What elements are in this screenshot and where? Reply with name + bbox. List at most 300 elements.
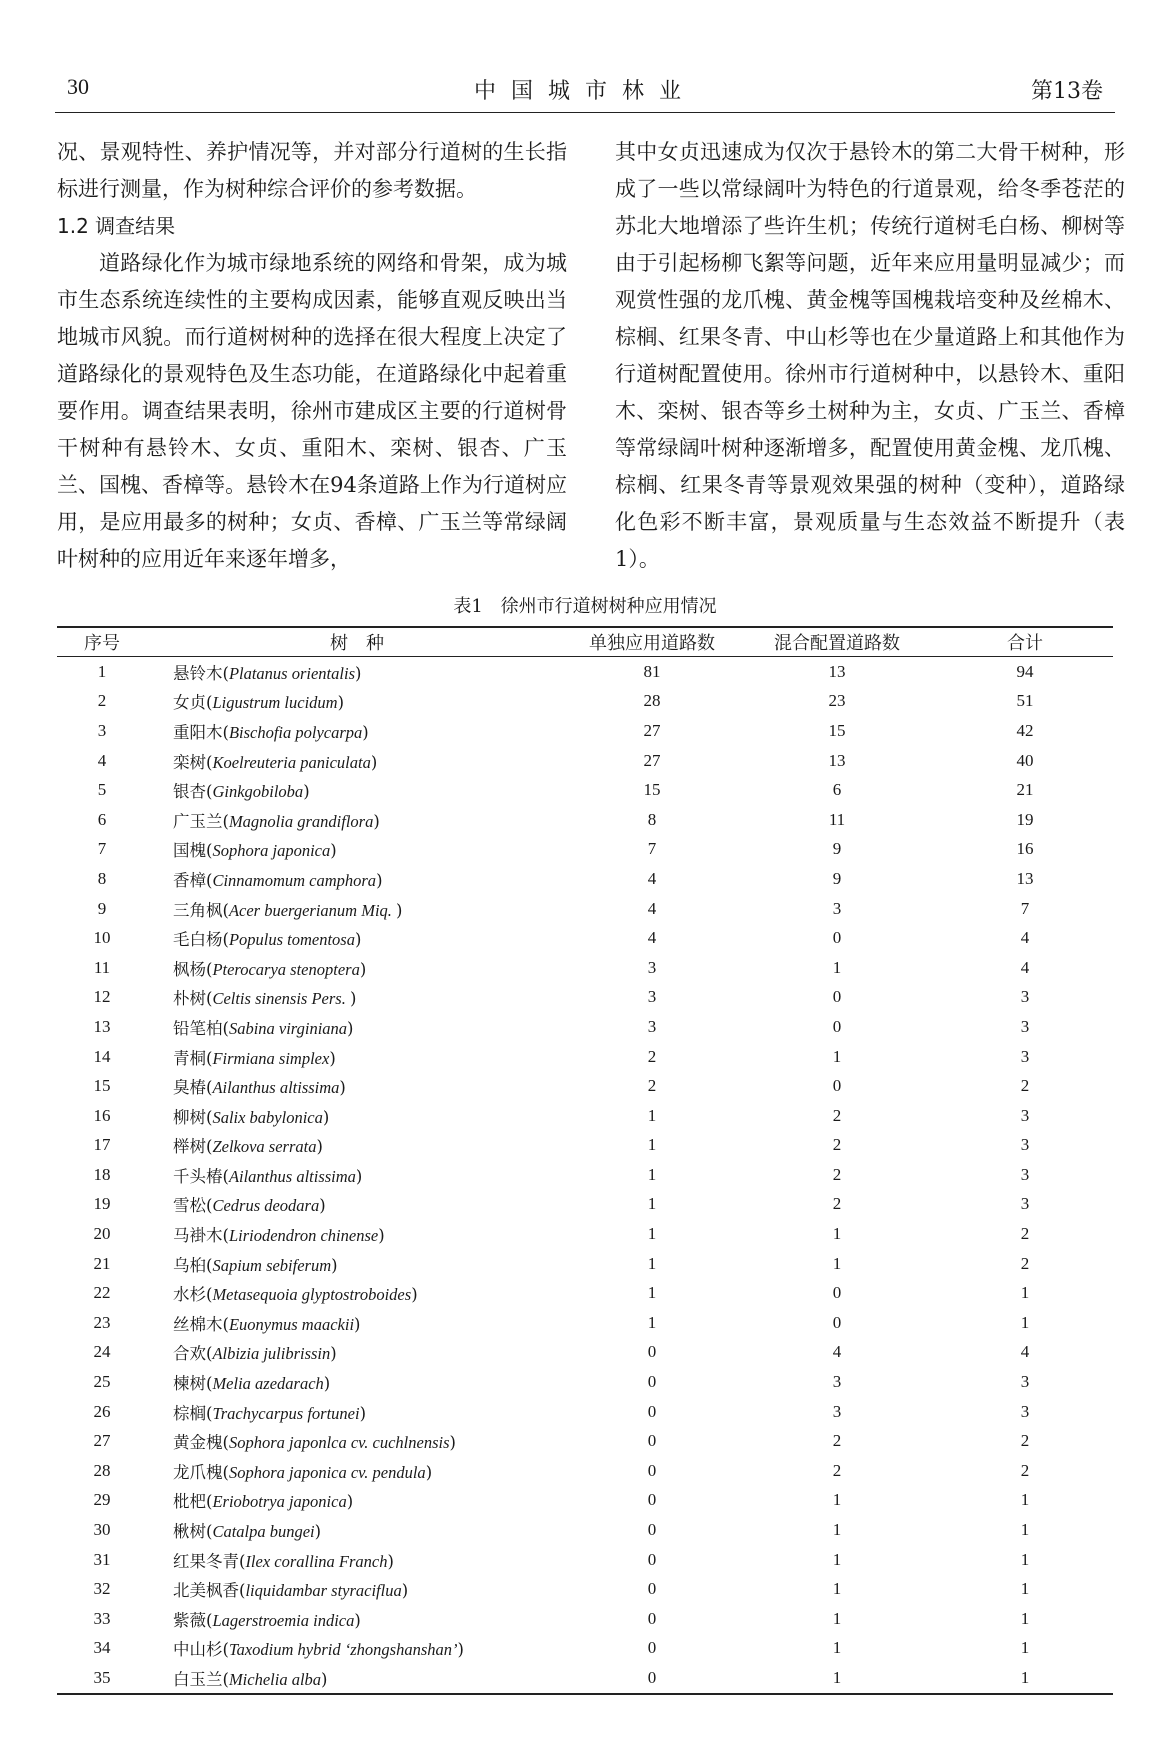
row-number: 16: [93, 1105, 111, 1125]
single-roads-count: 1: [647, 1194, 657, 1214]
mixed-roads-count: 0: [832, 1016, 842, 1036]
single-roads-count: 8: [647, 809, 657, 829]
table-row: [57, 1160, 1113, 1190]
species-name: 楸树(Catalpa bungei): [173, 1522, 322, 1542]
single-roads-count: 0: [647, 1638, 657, 1658]
species-latin-name: Platanus orientalis: [228, 663, 355, 683]
species-latin-name: Cinnamomum camphora: [212, 870, 377, 890]
species-chinese-name: 水杉: [173, 1285, 206, 1305]
table-row: [57, 1486, 1113, 1516]
single-roads-count: 1: [647, 1312, 657, 1332]
single-roads-count: 3: [647, 957, 657, 977]
species-name: 紫薇(Lagerstroemia indica): [173, 1610, 361, 1630]
species-name: 北美枫香(liquidambar styraciflua): [173, 1581, 409, 1601]
row-number: 1: [97, 661, 107, 681]
row-number: 4: [97, 750, 107, 770]
total-count: 16: [1016, 839, 1034, 859]
row-number: 27: [93, 1431, 111, 1451]
species-name: 栾树(Koelreuteria paniculata): [173, 752, 378, 772]
species-chinese-name: 乌桕: [173, 1255, 206, 1275]
mixed-roads-count: 0: [832, 928, 842, 948]
species-chinese-name: 雪松: [173, 1196, 206, 1216]
total-count: 1: [1020, 1638, 1030, 1658]
table-row: [57, 1634, 1113, 1664]
species-name: 乌桕(Sapium sebiferum): [173, 1255, 338, 1275]
species-name: 女贞(Ligustrum lucidum): [173, 693, 345, 713]
table-row: [57, 805, 1113, 835]
total-count: 4: [1020, 928, 1030, 948]
table-title: 徐州市行道树树种应用情况: [500, 596, 717, 617]
row-number: 21: [93, 1253, 111, 1273]
species-chinese-name: 楝树: [173, 1374, 206, 1394]
species-latin-name: Michelia alba: [228, 1669, 322, 1689]
species-chinese-name: 朴树: [173, 989, 206, 1009]
species-name: 悬铃木(Platanus orientalis): [173, 663, 362, 683]
mixed-roads-count: 1: [832, 1224, 842, 1244]
species-latin-name: Acer buergerianum Miq.: [228, 900, 397, 920]
species-latin-name: Sapium sebiferum: [212, 1255, 332, 1275]
table-row: [57, 1515, 1113, 1545]
single-roads-count: 3: [647, 1016, 657, 1036]
species-chinese-name: 棕榈: [173, 1403, 206, 1423]
species-latin-name: Ailanthus altissima: [212, 1078, 340, 1098]
species-name: 丝棉木(Euonymus maackii): [173, 1314, 361, 1334]
mixed-roads-count: 1: [832, 1046, 842, 1066]
species-name: 马褂木(Liriodendron chinense): [173, 1226, 385, 1246]
mixed-roads-count: 0: [832, 1312, 842, 1332]
total-count: 3: [1020, 1194, 1030, 1214]
mixed-roads-count: 11: [828, 809, 846, 829]
table-body: [57, 657, 1113, 1694]
species-name: 青桐(Firmiana simplex): [173, 1048, 336, 1068]
table-row: [57, 1012, 1113, 1042]
species-name: 三角枫(Acer buergerianum Miq. ): [173, 900, 403, 920]
species-chinese-name: 枇杷: [173, 1492, 206, 1512]
total-count: 1: [937, 1663, 1113, 1694]
table-row: [57, 716, 1113, 746]
species-latin-name: Catalpa bungei: [212, 1522, 315, 1542]
mixed-roads-count: 1: [832, 1520, 842, 1540]
single-roads-count: 1: [647, 1224, 657, 1244]
row-number: 7: [97, 839, 107, 859]
species-name: 银杏(Ginkgobiloba): [173, 782, 310, 802]
single-roads-count: 81: [643, 661, 661, 681]
species-chinese-name: 榉树: [173, 1137, 206, 1157]
row-number: 35: [57, 1663, 147, 1694]
row-number: 30: [93, 1520, 111, 1540]
single-roads-count: 0: [567, 1663, 737, 1694]
row-number: 19: [93, 1194, 111, 1214]
total-count: 7: [1020, 898, 1030, 918]
total-count: 2: [1020, 1253, 1030, 1273]
species-chinese-name: 中山杉: [173, 1640, 223, 1660]
total-count: 40: [1016, 750, 1034, 770]
mixed-roads-count: 9: [832, 868, 842, 888]
page-number: 30: [67, 74, 89, 99]
species-chinese-name: 白玉兰: [173, 1669, 223, 1689]
species-chinese-name: 重阳木: [173, 722, 223, 742]
species-latin-name: Melia azedarach: [212, 1374, 324, 1394]
table-label: 表1: [453, 596, 483, 617]
row-number: 6: [97, 809, 107, 829]
total-count: 51: [1016, 691, 1034, 711]
single-roads-count: 1: [647, 1135, 657, 1155]
header-single-roads: 单独应用道路数: [567, 627, 737, 657]
species-chinese-name: 北美枫香: [173, 1581, 239, 1601]
species-chinese-name: 青桐: [173, 1048, 206, 1068]
species-latin-name: Koelreuteria paniculata: [212, 752, 371, 772]
species-latin-name: Sophora japonica: [212, 841, 331, 861]
single-roads-count: 2: [647, 1046, 657, 1066]
table-row: [57, 1338, 1113, 1368]
tree-species-table: [57, 626, 1113, 1695]
species-chinese-name: 枫杨: [173, 959, 206, 979]
total-count: 3: [1020, 1135, 1030, 1155]
species-chinese-name: 悬铃木: [173, 663, 223, 683]
species-chinese-name: 丝棉木: [173, 1314, 223, 1334]
single-roads-count: 0: [647, 1490, 657, 1510]
species-chinese-name: 银杏: [173, 782, 206, 802]
species-chinese-name: 广玉兰: [173, 811, 223, 831]
row-number: 24: [93, 1342, 111, 1362]
species-chinese-name: 女贞: [173, 693, 206, 713]
row-number: 15: [93, 1076, 111, 1096]
single-roads-count: 27: [643, 750, 661, 770]
total-count: 2: [1020, 1224, 1030, 1244]
single-roads-count: 3: [647, 987, 657, 1007]
species-chinese-name: 马褂木: [173, 1226, 223, 1246]
row-number: 26: [93, 1401, 111, 1421]
table-row: [57, 1190, 1113, 1220]
mixed-roads-count: 3: [832, 1401, 842, 1421]
row-number: 11: [93, 957, 111, 977]
row-number: 5: [97, 780, 107, 800]
species-chinese-name: 香樟: [173, 870, 206, 890]
single-roads-count: 15: [643, 780, 661, 800]
table-row: [57, 1219, 1113, 1249]
species-name: 臭椿(Ailanthus altissima): [173, 1078, 346, 1098]
species-latin-name: Trachycarpus fortunei: [212, 1403, 360, 1423]
row-number: 28: [93, 1460, 111, 1480]
total-count: 3: [1020, 1372, 1030, 1392]
mixed-roads-count: 2: [832, 1460, 842, 1480]
species-chinese-name: 千头椿: [173, 1166, 223, 1186]
table-row: [57, 1131, 1113, 1161]
row-number: 2: [97, 691, 107, 711]
row-number: 31: [93, 1549, 111, 1569]
mixed-roads-count: 3: [832, 898, 842, 918]
single-roads-count: 4: [647, 898, 657, 918]
single-roads-count: 0: [647, 1401, 657, 1421]
mixed-roads-count: 0: [832, 1283, 842, 1303]
table-row: [57, 1042, 1113, 1072]
table-row: [57, 657, 1113, 687]
species-latin-name: Eriobotrya japonica: [212, 1492, 347, 1512]
species-latin-name: Ginkgobiloba: [212, 782, 304, 802]
table-row: [57, 746, 1113, 776]
mixed-roads-count: 15: [828, 720, 846, 740]
single-roads-count: 4: [647, 928, 657, 948]
species-chinese-name: 红果冬青: [173, 1551, 239, 1571]
table-row: [57, 1367, 1113, 1397]
table-row: [57, 1397, 1113, 1427]
total-count: 3: [1020, 1401, 1030, 1421]
total-count: 3: [1020, 1016, 1030, 1036]
paragraph: 况、景观特性、养护情况等，并对部分行道树的生长指标进行测量，作为树种综合评价的参考数据。: [57, 140, 567, 201]
mixed-roads-count: 1: [832, 1608, 842, 1628]
single-roads-count: 28: [643, 691, 661, 711]
mixed-roads-count: 1: [832, 1579, 842, 1599]
row-number: 8: [97, 868, 107, 888]
species-latin-name: Salix babylonica: [212, 1107, 323, 1127]
species-latin-name: Celtis sinensis Pers.: [212, 989, 350, 1009]
species-name: 铅笔柏(Sabina virginiana): [173, 1018, 354, 1038]
row-number: 18: [93, 1164, 111, 1184]
species-name: 香樟(Cinnamomum camphora): [173, 870, 383, 890]
total-count: 1: [1020, 1579, 1030, 1599]
species-latin-name: Zelkova serrata: [212, 1137, 317, 1157]
total-count: 2: [1020, 1076, 1030, 1096]
row-number: 33: [93, 1608, 111, 1628]
single-roads-count: 1: [647, 1164, 657, 1184]
species-latin-name: Taxodium hybrid ‘zhongshanshan’: [228, 1640, 458, 1660]
table-row: [57, 1663, 1113, 1694]
header-seq: 序号: [57, 627, 147, 657]
single-roads-count: 0: [647, 1372, 657, 1392]
species-latin-name: Ailanthus altissima: [228, 1166, 356, 1186]
species-name: 合欢(Albizia julibrissin): [173, 1344, 337, 1364]
table-row: [57, 953, 1113, 983]
species-latin-name: Metasequoia glyptostroboides: [212, 1285, 412, 1305]
mixed-roads-count: 2: [832, 1431, 842, 1451]
left-column: [57, 134, 567, 578]
species-name: 千头椿(Ailanthus altissima): [173, 1166, 363, 1186]
total-count: 2: [1020, 1460, 1030, 1480]
species-name: 毛白杨(Populus tomentosa): [173, 930, 362, 950]
species-name: 红果冬青(Ilex corallina Franch): [173, 1551, 394, 1571]
species-chinese-name: 黄金槐: [173, 1433, 223, 1453]
species-latin-name: Firmiana simplex: [212, 1048, 330, 1068]
row-number: 29: [93, 1490, 111, 1510]
total-count: 13: [1016, 868, 1034, 888]
total-count: 42: [1016, 720, 1034, 740]
species-latin-name: Sabina virginiana: [228, 1018, 348, 1038]
total-count: 19: [1016, 809, 1034, 829]
journal-title: 中国城市林业: [473, 79, 696, 104]
paragraph: 道路绿化作为城市绿地系统的网络和骨架，成为城市生态系统连续性的主要构成因素，能够直观反映出当地城市风貌。而行道树树种的选择在很大程度上决定了道路绿化的景观特色及生态功能，在道路绿化中起着重要作用。调查结果表明，徐州市建成区主要的行道树骨干树种有悬铃木、女贞、重阳木、栾树、银杏、广玉兰、国槐、香樟等。悬铃木在94条道路上作为行道树应用，是应用最多的树种；女贞、香樟、广玉兰等常绿阔叶树种的应用近年来逐年增多，: [57, 251, 567, 571]
mixed-roads-count: 1: [832, 957, 842, 977]
species-name: 朴树(Celtis sinensis Pers. ): [173, 989, 357, 1009]
species-latin-name: Pterocarya stenoptera: [212, 959, 360, 979]
total-count: 1: [1020, 1520, 1030, 1540]
single-roads-count: 0: [647, 1608, 657, 1628]
single-roads-count: 1: [647, 1283, 657, 1303]
total-count: 21: [1016, 780, 1034, 800]
species-chinese-name: 铅笔柏: [173, 1018, 223, 1038]
table-row: [57, 1278, 1113, 1308]
table-row: [57, 894, 1113, 924]
table-row: [57, 1308, 1113, 1338]
species-name: 榉树(Zelkova serrata): [173, 1137, 323, 1157]
total-count: 3: [1020, 1105, 1030, 1125]
species-name: 楝树(Melia azedarach): [173, 1374, 331, 1394]
species-chinese-name: 楸树: [173, 1522, 206, 1542]
single-roads-count: 2: [647, 1076, 657, 1096]
table-row: [57, 983, 1113, 1013]
mixed-roads-count: 0: [832, 1076, 842, 1096]
section-heading: 1.2 调查结果: [57, 214, 176, 238]
row-number: 34: [93, 1638, 111, 1658]
species-latin-name: Ilex corallina Franch: [245, 1551, 388, 1571]
mixed-roads-count: 1: [832, 1490, 842, 1510]
mixed-roads-count: 4: [832, 1342, 842, 1362]
mixed-roads-count: 3: [832, 1372, 842, 1392]
species-name: 黄金槐(Sophora japonlca cv. cuchlnensis): [173, 1433, 456, 1453]
table-row: [57, 923, 1113, 953]
single-roads-count: 0: [647, 1342, 657, 1362]
header-mixed-roads: 混合配置道路数: [737, 627, 937, 657]
table-row: [57, 687, 1113, 717]
table-row: [57, 1426, 1113, 1456]
table-row: [57, 1604, 1113, 1634]
mixed-roads-count: 1: [832, 1253, 842, 1273]
total-count: 1: [1020, 1549, 1030, 1569]
running-header: [55, 72, 1115, 113]
mixed-roads-count: 2: [832, 1135, 842, 1155]
species-chinese-name: 毛白杨: [173, 930, 223, 950]
table-row: [57, 1456, 1113, 1486]
header-species: 树 种: [147, 627, 567, 657]
species-latin-name: Magnolia grandiflora: [228, 811, 374, 831]
species-name: 雪松(Cedrus deodara): [173, 1196, 326, 1216]
table-row: [57, 775, 1113, 805]
mixed-roads-count: 9: [832, 839, 842, 859]
row-number: 20: [93, 1224, 111, 1244]
species-name: 棕榈(Trachycarpus fortunei): [173, 1403, 366, 1423]
mixed-roads-count: 2: [832, 1194, 842, 1214]
species-latin-name: Bischofia polycarpa: [228, 722, 363, 742]
row-number: 22: [93, 1283, 111, 1303]
mixed-roads-count: 6: [832, 780, 842, 800]
mixed-roads-count: 2: [832, 1164, 842, 1184]
species-name: 水杉(Metasequoia glyptostroboides): [173, 1285, 418, 1305]
table-row: [57, 1071, 1113, 1101]
table-row: [57, 1545, 1113, 1575]
table-row: [57, 864, 1113, 894]
table-row: [57, 1249, 1113, 1279]
species-chinese-name: 三角枫: [173, 900, 223, 920]
species-chinese-name: 国槐: [173, 841, 206, 861]
row-number: 3: [97, 720, 107, 740]
total-count: 94: [1016, 661, 1034, 681]
species-chinese-name: 紫薇: [173, 1610, 206, 1630]
table-caption: [0, 592, 1170, 618]
species-name: 中山杉(Taxodium hybrid ‘zhongshanshan’): [173, 1640, 464, 1660]
species-name: 重阳木(Bischofia polycarpa): [173, 722, 369, 742]
total-count: 1: [1020, 1608, 1030, 1628]
species-chinese-name: 柳树: [173, 1107, 206, 1127]
row-number: 25: [93, 1372, 111, 1392]
total-count: 3: [1020, 1046, 1030, 1066]
single-roads-count: 1: [647, 1105, 657, 1125]
single-roads-count: 27: [643, 720, 661, 740]
species-latin-name: Sophora japonlca cv. cuchlnensis: [228, 1433, 450, 1453]
species-latin-name: Populus tomentosa: [228, 930, 355, 950]
species-latin-name: Liriodendron chinense: [228, 1226, 379, 1246]
mixed-roads-count: 1: [832, 1638, 842, 1658]
single-roads-count: 0: [647, 1431, 657, 1451]
mixed-roads-count: 13: [828, 661, 846, 681]
species-latin-name: Lagerstroemia indica: [212, 1610, 355, 1630]
row-number: 12: [93, 987, 111, 1007]
species-name: 龙爪槐(Sophora japonica cv. pendula): [173, 1462, 433, 1482]
single-roads-count: 7: [647, 839, 657, 859]
total-count: 3: [1020, 987, 1030, 1007]
single-roads-count: 0: [647, 1579, 657, 1599]
total-count: 2: [1020, 1431, 1030, 1451]
single-roads-count: 4: [647, 868, 657, 888]
species-name: 国槐(Sophora japonica): [173, 841, 337, 861]
table-row: [57, 1101, 1113, 1131]
species-latin-name: Albizia julibrissin: [212, 1344, 331, 1364]
mixed-roads-count: 13: [828, 750, 846, 770]
total-count: 4: [1020, 1342, 1030, 1362]
total-count: 4: [1020, 957, 1030, 977]
row-number: 10: [93, 928, 111, 948]
mixed-roads-count: 0: [832, 987, 842, 1007]
species-latin-name: Euonymus maackii: [228, 1314, 355, 1334]
table-header-row: [57, 627, 1113, 657]
table-row: [57, 835, 1113, 865]
row-number: 9: [97, 898, 107, 918]
species-name: 白玉兰(Michelia alba): [147, 1663, 567, 1694]
single-roads-count: 0: [647, 1549, 657, 1569]
total-count: 1: [1020, 1283, 1030, 1303]
header-total: 合计: [937, 627, 1113, 657]
species-latin-name: Sophora japonica cv. pendula: [228, 1462, 426, 1482]
mixed-roads-count: 2: [832, 1105, 842, 1125]
mixed-roads-count: 23: [828, 691, 846, 711]
mixed-roads-count: 1: [737, 1663, 937, 1694]
species-latin-name: Cedrus deodara: [212, 1196, 320, 1216]
single-roads-count: 0: [647, 1460, 657, 1480]
single-roads-count: 0: [647, 1520, 657, 1540]
species-name: 枫杨(Pterocarya stenoptera): [173, 959, 367, 979]
species-name: 广玉兰(Magnolia grandiflora): [173, 811, 380, 831]
paragraph: 其中女贞迅速成为仅次于悬铃木的第二大骨干树种，形成了一些以常绿阔叶为特色的行道景观，给冬季苍茫的苏北大地增添了些许生机；传统行道树毛白杨、柳树等由于引起杨柳飞絮等问题，近年来应用量明显减少；而观赏性强的龙爪槐、黄金槐等国槐栽培变种及丝棉木、棕榈、红果冬青、中山杉等也在少量道路上和其他作为行道树配置使用。徐州市行道树种中，以悬铃木、重阳木、栾树、银杏等乡土树种为主，女贞、广玉兰、香樟等常绿阔叶树种逐渐增多，配置使用黄金槐、龙爪槐、棕榈、红果冬青等景观效果强的树种（变种），道路绿化色彩不断丰富，景观质量与生态效益不断提升（表1）。: [615, 140, 1125, 571]
species-name: 枇杷(Eriobotrya japonica): [173, 1492, 354, 1512]
species-name: 柳树(Salix babylonica): [173, 1107, 330, 1127]
row-number: 32: [93, 1579, 111, 1599]
row-number: 13: [93, 1016, 111, 1036]
table-row: [57, 1574, 1113, 1604]
species-chinese-name: 龙爪槐: [173, 1462, 223, 1482]
species-latin-name: Ligustrum lucidum: [212, 693, 338, 713]
total-count: 3: [1020, 1164, 1030, 1184]
single-roads-count: 1: [647, 1253, 657, 1273]
total-count: 1: [1020, 1490, 1030, 1510]
right-column: [615, 134, 1125, 578]
row-number: 17: [93, 1135, 111, 1155]
species-chinese-name: 栾树: [173, 752, 206, 772]
species-latin-name: liquidambar styraciflua: [245, 1581, 402, 1601]
total-count: 1: [1020, 1312, 1030, 1332]
row-number: 14: [93, 1046, 111, 1066]
row-number: 23: [93, 1312, 111, 1332]
volume-label: 第13卷: [1031, 79, 1103, 104]
species-chinese-name: 合欢: [173, 1344, 206, 1364]
mixed-roads-count: 1: [832, 1549, 842, 1569]
